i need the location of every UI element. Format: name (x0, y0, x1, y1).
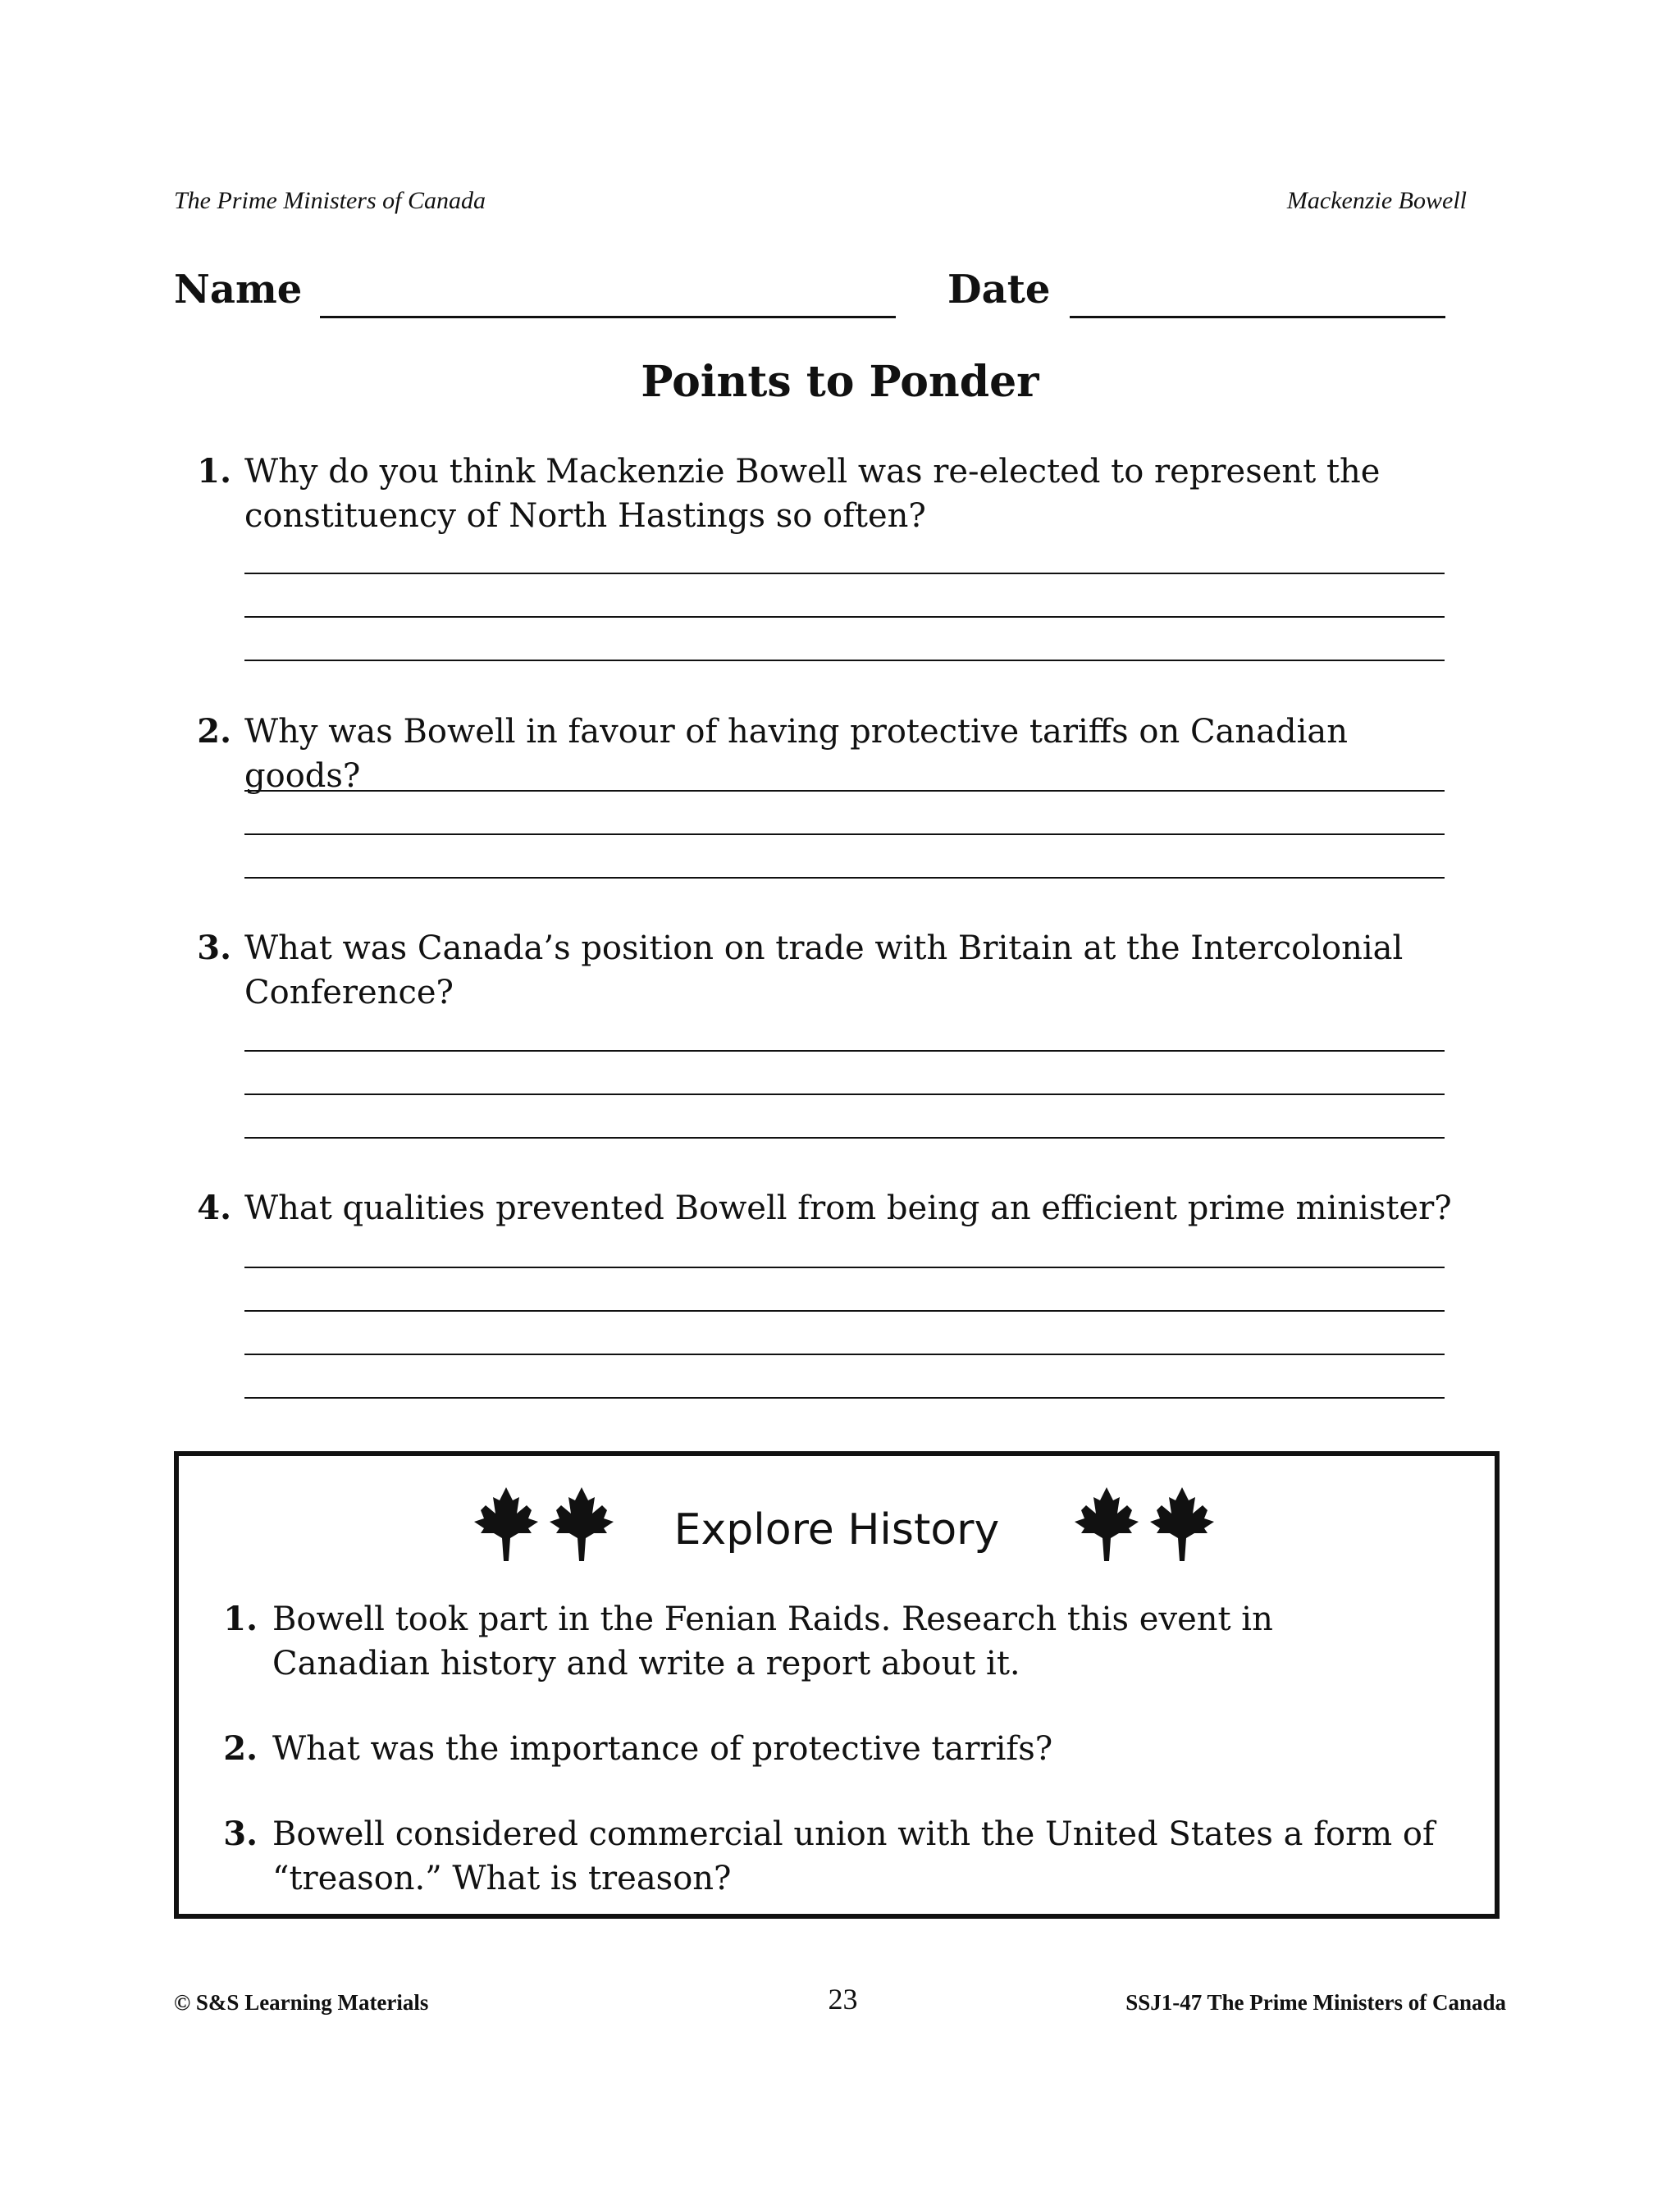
answer-line[interactable] (244, 1397, 1445, 1399)
explore-item-text: Bowell considered commercial union with the United States a form of “treason.” What is treason? (272, 1815, 1435, 1897)
question-number: 1. (197, 452, 231, 491)
answer-line[interactable] (244, 573, 1445, 574)
explore-item-text: Bowell took part in the Fenian Raids. Research this event in Canadian history and write a report about it. (272, 1600, 1273, 1682)
footer-series: SSJ1-47 The Prime Ministers of Canada (1125, 1990, 1506, 2015)
answer-line[interactable] (244, 790, 1445, 792)
answer-line[interactable] (244, 1354, 1445, 1355)
footer-copyright: © S&S Learning Materials (174, 1990, 429, 2015)
name-label: Name (174, 267, 303, 313)
answer-line[interactable] (244, 1094, 1445, 1095)
maple-leaf-icon (1073, 1486, 1140, 1564)
name-field[interactable] (320, 316, 896, 318)
question-text: Why do you think Mackenzie Bowell was re-elected to represent the constituency of North Hastings so often? (244, 453, 1381, 535)
answer-line[interactable] (244, 1137, 1445, 1139)
explore-history-title: Explore History (673, 1505, 1000, 1555)
explore-item-text: What was the importance of protective tarrifs? (272, 1730, 1053, 1768)
answer-line[interactable] (244, 833, 1445, 835)
page-title: Points to Ponder (641, 357, 1039, 407)
date-field[interactable] (1070, 316, 1445, 318)
question-number: 2. (197, 712, 231, 751)
question-text: What qualities prevented Bowell from being an efficient prime minister? (244, 1189, 1452, 1227)
answer-line[interactable] (244, 616, 1445, 618)
question-text: Why was Bowell in favour of having protective tariffs on Canadian goods? (244, 713, 1349, 795)
date-label: Date (947, 267, 1051, 313)
explore-item-number: 1. (223, 1600, 258, 1638)
question-number: 4. (197, 1189, 231, 1227)
answer-line[interactable] (244, 877, 1445, 879)
answer-line[interactable] (244, 1267, 1445, 1268)
explore-history-box (174, 1451, 1500, 1919)
explore-item-number: 2. (223, 1729, 258, 1768)
answer-line[interactable] (244, 1310, 1445, 1312)
answer-line[interactable] (244, 1050, 1445, 1052)
page-number: 23 (828, 1983, 858, 2016)
answer-line[interactable] (244, 660, 1445, 661)
question-number: 3. (197, 929, 231, 967)
question-text: What was Canada’s position on trade with Britain at the Intercolonial Conference? (244, 929, 1404, 1011)
maple-leaf-icon (1148, 1486, 1216, 1564)
running-header-subject: Mackenzie Bowell (1286, 187, 1467, 214)
running-header-book-title: The Prime Ministers of Canada (174, 187, 486, 214)
name-date-row (174, 267, 1445, 324)
explore-item-number: 3. (223, 1815, 258, 1853)
